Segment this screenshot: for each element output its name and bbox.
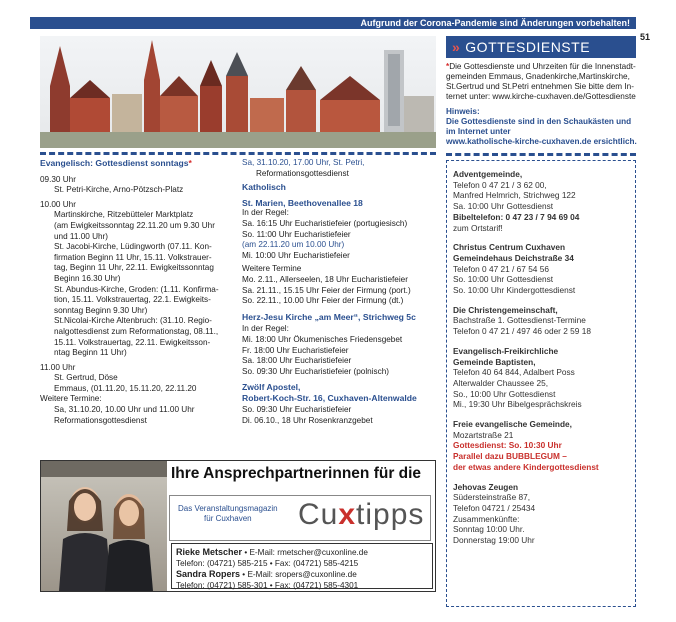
church-entry-line: Manfred Helmrich, Strichweg 122 [453,190,576,201]
contact-email: • E-Mail: rmetscher@cuxonline.de [242,548,368,557]
church-entry-line: Telefon 0 47 21 / 3 62 00, [453,179,547,190]
contact-box [171,543,433,589]
church-entry-line: Telefon 0 47 21 / 67 54 56 [453,263,549,274]
church-entry [453,482,629,546]
church-entry-line: Zusammenkünfte: [453,513,520,524]
service-line: ntag Beginn 11 Uhr) [54,348,127,358]
hint-line: Die Gottesdienste sind in den Schaukästen und [446,117,632,126]
service-line: St. Jacobi-Kirche, Lüdingworth (07.11. Kon- [54,242,212,252]
divider-top [40,152,436,155]
service-line: Sa, 31.10.20, 10.00 Uhr und 11.00 Uhr [54,405,195,415]
intro-line: gemeinden Emmaus, Gnadenkirche,Martinskirche, [446,72,630,81]
marien-wline: Mo. 2.11., Allerseelen, 18 Uhr Eucharistiefeier [242,274,408,284]
marien-line: Sa. 16:15 Uhr Eucharistiefeier (portugiesisch) [242,218,408,228]
magazine-subtitle [178,504,278,524]
church-entry-line: der etwas andere Kindergottesdienst [453,461,599,472]
service-line: nalgottesdienst zum Reformationstag, 08.11., [54,326,219,336]
church-entry-line: Die Christengemeinschaft, [453,304,558,315]
church-entry-line: Adventgemeinde, [453,169,523,179]
church-entry-line: Sa. 10:00 Uhr Gottesdienst [453,201,554,212]
zwoelf-address: Robert-Koch-Str. 16, Cuxhaven-Altenwalde [242,392,417,403]
service-line: tion, 15.11. Volkstrauertag, 22.1. Ewigkeits- [54,295,211,305]
section-header [446,36,636,58]
herz-line: Fr. 18:00 Uhr Eucharistiefeier [242,345,349,355]
intro-line: Die Gottesdienste und Uhrzeiten für die Innenstadt- [449,62,636,71]
service-line: Weitere Termine: [40,394,102,404]
evangelisch-column [40,158,236,426]
women-illustration [41,461,167,591]
church-entry-line: Südersteinstraße 87, [453,492,531,503]
cuxtipps-ad [40,460,436,592]
service-line: und 11.00 Uhr) [54,231,109,241]
intro-text [446,62,642,102]
church-entry-line: So. 10:00 Uhr Gottesdienst [453,274,554,285]
church-entry-line: Bibeltelefon: 0 47 23 / 7 94 69 04 [453,211,580,222]
church-entry-line: Donnerstag 19:00 Uhr [453,535,535,546]
petri-line: Reformationsgottesdienst [256,168,349,178]
contact-phone: Telefon: (04721) 585-301 • Fax: (04721) 585-4301 [176,580,359,590]
churches-illustration [40,36,436,148]
intro-line: ternet unter: www.kirche-cuxhaven.de/Gottesdienste [446,92,636,101]
service-line: Reformationsgottesdienst [54,415,147,425]
herz-line: So. 09:30 Uhr Eucharistiefeier (polnisch) [242,366,389,376]
church-entry-line: Jehovas Zeugen [453,481,519,492]
heading-mark: » [452,39,461,55]
church-entry-line: Evangelisch-Freikirchliche [453,345,559,356]
corona-banner: Aufgrund der Corona-Pandemie sind Änderungen vorbehalten! [30,17,636,29]
service-line: St. Abundus-Kirche, Groden: (1.11. Konfirma- [54,284,219,294]
katholisch-column [242,158,442,427]
marien-line: So. 11:00 Uhr Eucharistiefeier [242,229,351,239]
church-entry-line: So., 10:00 Uhr Gottesdienst [453,388,556,399]
hint-line: www.katholische-kirche-cuxhaven.de ersichtlich. [446,137,637,146]
church-entry [453,242,629,296]
herz-regel: In der Regel: [242,324,289,334]
contact-name: Rieke Metscher [176,547,243,557]
marien-wline: So. 22.11., 10.00 Uhr Feier der Firmung (dt.) [242,296,404,306]
other-churches-box [446,160,636,607]
contacts-photo [41,461,167,591]
cuxtipps-logo [298,498,424,532]
service-line: St. Petri-Kirche, Arno-Pötzsch-Platz [54,185,184,195]
evangelisch-lines [40,175,236,427]
service-line: 15.11. Volkstrauertag, 22.11. Ewigkeitsson- [54,337,211,347]
marien-line: Mi. 10:00 Uhr Eucharistiefeier [242,250,350,260]
service-line: St.Nicolai-Kirche Altenbruch: (31.10. Regio- [54,316,212,326]
service-line: firmation Beginn 11 Uhr, 15.11. Volkstrauer- [54,252,212,262]
petri-line: Sa, 31.10.20, 17.00 Uhr, St. Petri, [242,158,365,167]
zwoelf-title: Zwölf Apostel, [242,382,301,393]
zwoelf-line: So. 09:30 Uhr Eucharistiefeier [242,405,352,415]
heading-title: GOTTESDIENSTE [465,39,591,55]
intro-star: * [446,62,450,71]
evangelisch-title [40,158,236,169]
marien-regel: In der Regel: [242,208,289,218]
hint-line: Hinweis: [446,107,480,116]
marien-title: St. Marien, Beethovenallee 18 [242,197,363,208]
church-entry-line: zum Ortstarif! [453,222,503,233]
church-entry-line: Sonntag 10:00 Uhr. [453,524,525,535]
church-entry-line: Telefon 40 64 844, Adalbert Poss [453,367,575,378]
church-entry [453,346,629,410]
church-entry-line: Mozartstraße 21 [453,429,514,440]
ad-title: Ihre Ansprechpartnerinnen für die [171,465,422,482]
service-line: 11.00 Uhr [40,362,76,372]
marien-line: (am 22.11.20 um 10.00 Uhr) [242,240,345,250]
church-entry-line: Bachstraße 1. Gottesdienst-Termine [453,315,586,326]
service-line: St. Gertrud, Döse [54,373,118,383]
herz-line: Mi. 18:00 Uhr Ökumenisches Friedensgebet [242,334,403,344]
church-entry-line: Gemeindehaus Deichstraße 34 [453,252,574,263]
church-entry-line: Telefon 0 47 21 / 497 46 oder 2 59 18 [453,326,591,337]
hint-line: im Internet unter [446,127,511,136]
evangelisch-star: * [188,158,192,168]
contact-phone: Telefon: (04721) 585-215 • Fax: (04721) 585-4215 [176,558,359,568]
page-number: 51 [640,32,651,42]
katholisch-title: Katholisch [242,182,286,193]
church-entry-line: Alterwalder Chaussee 25, [453,377,549,388]
magazine-banner [169,495,431,541]
church-entry-line: Parallel dazu BUBBLEGUM – [453,451,567,462]
hint-text [446,107,642,147]
service-line: (am Ewigkeitssonntag 22.11.20 um 9.30 Uhr [54,220,215,230]
logo-x: x [338,498,357,531]
service-line: sonntag Beginn 9.30 Uhr) [54,305,148,315]
marien-wline: Sa. 21.11., 15.15 Uhr Feier der Firmung (port.) [242,285,411,295]
service-line: tag, Beginn 11 Uhr, 22.11. Ewigkeitssonntag [54,263,214,273]
service-line: Martinskirche, Ritzebütteler Marktplatz [54,210,194,220]
marien-weitere: Weitere Termine [242,264,302,274]
service-line: 10.00 Uhr [40,199,76,209]
church-entry-line: So. 10:00 Uhr Kindergottesdienst [453,285,576,296]
church-entry [453,169,629,233]
logo-part: Cu [298,498,339,531]
magazine-subtitle-1: Das Veranstaltungsmagazin [178,504,278,513]
church-entry-line: Gottesdienst: So. 10:30 Uhr [453,440,562,451]
intro-line: St.Gertrud und St.Petri entnehmen Sie bitte dem In- [446,82,634,91]
service-line: Beginn 16.30 Uhr) [54,273,121,283]
church-entry [453,419,629,473]
zwoelf-line: Di. 06.10., 18 Uhr Rosenkranzgebet [242,416,373,426]
herz-title: Herz-Jesu Kirche „am Meer“, Strichweg 5c [242,311,416,322]
church-entry-line: Mi., 19:30 Uhr Bibelgesprächskreis [453,399,582,410]
herz-line: Sa. 18:00 Uhr Eucharistiefeier [242,356,352,366]
church-entry-line: Christus Centrum Cuxhaven [453,242,566,253]
magazine-subtitle-2: für Cuxhaven [204,514,252,523]
contact-name: Sandra Ropers [176,569,241,579]
evangelisch-title-text: Evangelisch: Gottesdienst sonntags [40,158,189,168]
divider-right [446,153,636,156]
church-entry-line: Freie evangelische Gemeinde, [453,419,572,430]
church-entry [453,305,629,337]
church-entry-line: Telefon 04721 / 25434 [453,502,536,513]
service-line: Emmaus, (01.11.20, 15.11.20, 22.11.20 [54,383,197,393]
church-entry-line: Gemeinde Baptisten, [453,356,536,367]
logo-part: tipps [356,498,425,531]
churches-photo [40,36,436,148]
contact-email: • E-Mail: sropers@cuxonline.de [240,570,357,579]
service-line: 09.30 Uhr [40,174,76,184]
